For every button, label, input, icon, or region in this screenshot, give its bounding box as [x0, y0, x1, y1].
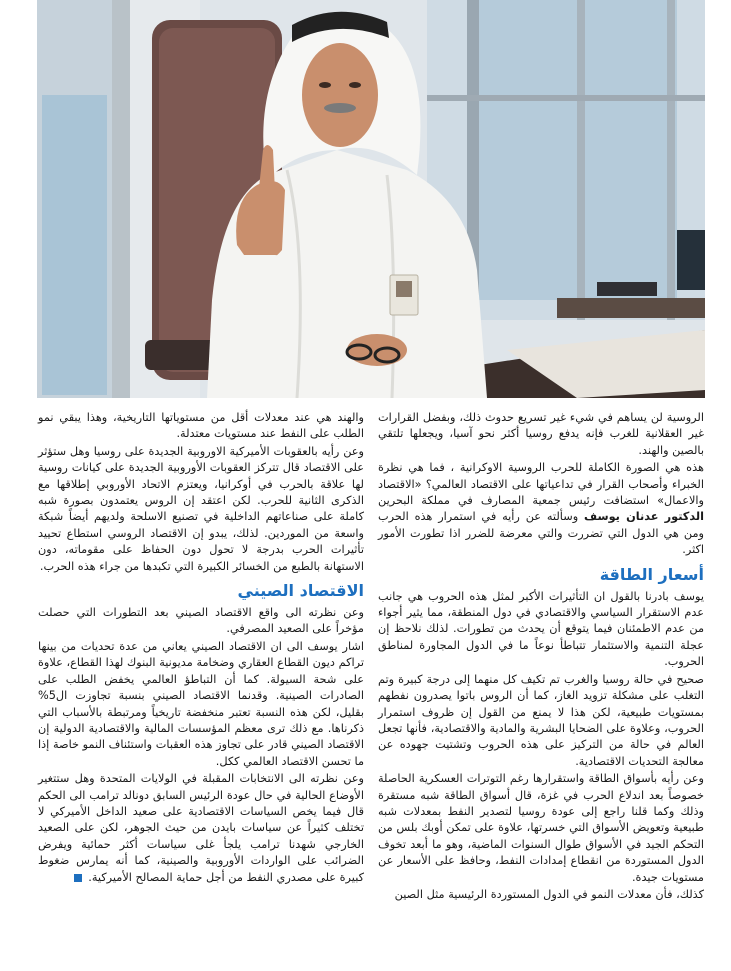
- paragraph: وعن رأيه بأسواق الطاقة واستقرارها رغم التوترات العسكرية الحاصلة خصوصاً بعد اندلاع الحرب في غزة، قال أسواق الطاقة شبه مستقرة وذلك وكما قلنا راجع إلى عودة روسيا لتصدير النفط بمعدلات شبه طبيعية وتعويض الأسواق التي خسرتها، علاوة على تمكن أوبك بلس من التحكم الجيد في الأسواق طوال السنوات الماضية، وهو ما أبعد تخوف الدول المستوردة من انقطاع إمدادات النفط، وحافظ على الأسعار عن مستويات جيدة.: [378, 772, 704, 884]
- portrait-photo: [37, 0, 705, 398]
- left-text-column: [38, 410, 364, 887]
- section-heading-chinese-economy: الاقتصاد الصيني: [237, 581, 364, 601]
- paragraph-text: هذه هي الصورة الكاملة للحرب الروسية الاوكرانية ، فما هي نظرة الخبراء وأصحاب القرار في تداعياتها على الاقتصاد العالمي؟ «الاقتصاد والاعمال» استضافت رئيس جمعية المصارف في مملكة البحرين: [378, 461, 704, 508]
- paragraph-text: وسألته عن رأيه في استمرار هذه الحرب ومن هي الدول التي تضررت والتي معرضة للضرر اذا تطورت الأمور اكثر.: [378, 510, 704, 557]
- paragraph-text: وعن نظرته الى الانتخابات المقبلة في الولايات المتحدة وهل ستتغير الأوضاع الحالية في حال عودة الرئيس السابق دونالد ترامب الى الحكم قال فيما يخص السياسات الاقتصادية على صعيد الداخل الأميركي لا تختلف كثيراً عن سياسات بايدن من حيث الجوهر، لكن على الصعيد الخارجي شهدنا ترامب يلجأ غلى سياسات أكثر حمائية ويفرض الضرائب على الواردات الأوروبية والصينية، كما أنه يمارس ضغوط كبيرة على مصدري النفط من أجل حماية المصالح الأميركية.: [38, 772, 364, 884]
- paragraph: يوسف بادرنا بالقول ان التأثيرات الأكبر لمثل هذه الحروب هي جانب عدم الاستقرار السياسي والاقتصادي في دول المنطقة، مما يثير أجواء من عدم الاطمئنان فيما يتوقع أن يحدث من تطورات. لذلك نلاحظ إن عجلة التنمية والاستثمار تتباطأ نوعاً ما في الدول المجاورة لمناطق الحروب.: [378, 589, 704, 669]
- interviewee-name: الدكتور عدنان يوسف: [584, 510, 705, 524]
- end-of-article-square-icon: [74, 874, 82, 882]
- paragraph: وعن نظرته الى واقع الاقتصاد الصيني بعد التطورات التي حصلت مؤخراً على الصعيد المصرفي.: [38, 606, 364, 636]
- portrait-illustration: [37, 0, 705, 398]
- paragraph: والهند هي عند معدلات أقل من مستوياتها التاريخية، وهذا يبقي نمو الطلب على النفط عند مستويات معتدلة.: [38, 411, 364, 441]
- paragraph: الروسية لن يساهم في شيء غير تسريع حدوث ذلك، وبفضل القرارات غير العقلانية للغرب فإنه يدفع روسيا أكثر نحو آسيا، ويجعلها تلتقي بالصين والهند.: [378, 411, 704, 457]
- paragraph: صحيح في حالة روسيا والغرب تم تكيف كل منهما إلى درجة كبيرة وتم التغلب على مشكلة تزويد الغاز، كما أن الروس باتوا يصدرون نفطهم بمستويات طبيعية، لكن هذا لا يمنع من القول إن ظروف استمرار الحروب، وعلاوة على الضحايا البشرية والمادية والاقتصادية، فأنها تجعل العالم في حالة من التركيز على هذه الحروب وتشتيت جهوده عن معالجة التحديات الاقتصادية.: [378, 672, 704, 768]
- paragraph: اشار يوسف الى ان الاقتصاد الصيني يعاني من عدة تحديات من بينها تراكم ديون القطاع العقاري وضخامة مديونية البنوك لهذا القطاع، علاوة على شحة السيولة. كما أن التباطؤ العالمي يخفض الطلب على الصادرات الصينية. وقدنما الاقتصاد الصيني بنسبة تجاوزت ال5% بقليل، لكن هذه النسبة تعتبر منخفضة تاريخياً ومرتبطة بالأسباب التي ذكرناها. مع ذلك ترى معظم المؤسسات المالية والاقتصادية الدولية إن الاقتصاد الصيني قادر على تجاوز هذه العقبات واستئناف النمو خاصة إذا ما تحسن الاقتصاد العالمي ككل.: [38, 639, 364, 768]
- paragraph: كذلك، فأن معدلات النمو في الدول المستوردة الرئيسية مثل الصين: [394, 887, 704, 901]
- paragraph: [378, 460, 704, 558]
- paragraph: وعن رأيه بالعقوبات الأميركية الاوروبية الجديدة على روسيا وهل ستؤثر على الاقتصاد قال تتركز العقوبات الأوروبية الجديدة على كيانات روسية لها علاقة بالحرب في أوكرانيا، ويعتزم الاتحاد الأوروبي إطلاقها مع الذكرى الثانية للحرب. لكن اعتقد إن الروس يعتمدون بصورة شبه كاملة على صناعاتهم الداخلية في تصنيع الاسلحة ولديهم أيضاً شبكة واسعة من الموردين. لذلك، يبدو إن الاقتصاد الروسي استطاع تحييد تأثيرات الحرب بدرجة لا تحول دون الحفاظ على مقوماته، دون الاستهانة بالطبع من الخسائر الكبيرة التي تكبدها من جراء هذه الحرب.: [38, 444, 364, 573]
- section-heading-energy-prices: أسعار الطاقة: [599, 564, 704, 584]
- paragraph: [38, 771, 364, 886]
- right-text-column: [378, 410, 704, 904]
